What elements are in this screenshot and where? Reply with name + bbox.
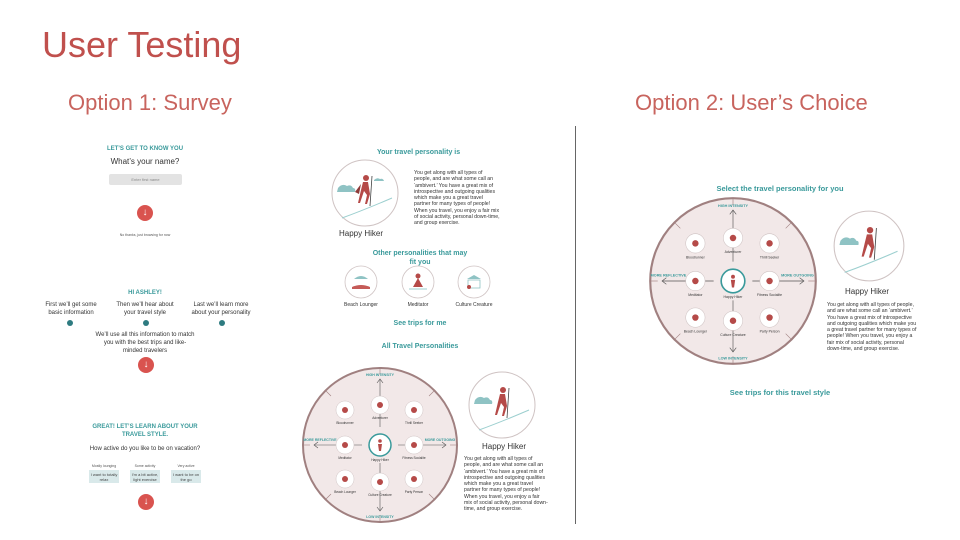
next-button-2[interactable]: ↓ [138,357,154,373]
wheel-label: Fitness Socialite [402,456,426,460]
axis-left-label: MORE REFLECTIVE [650,273,687,278]
wheel-label: Happy Hiker [723,295,743,300]
axis-top-label: HIGH INTENSITY [365,373,395,377]
step3-heading: GREAT! LET’S LEARN ABOUT YOUR TRAVEL STYLE. [92,424,198,438]
result-heading: Your travel personality is [377,149,461,156]
wheel-label: Meditator [338,456,352,460]
axis-bottom-label: LOW INTENSITY [718,356,748,361]
axis-right-label: MORE OUTGOING [781,273,814,278]
progress-dot-3 [219,320,225,326]
wheel-label: Meditator [688,293,703,298]
culture-creature-icon[interactable] [457,265,491,299]
choice-some-activity[interactable]: I’m a bit active, light exercise [131,472,159,482]
other-label-2: Meditator [407,302,429,308]
personality-wheel-small[interactable] [300,365,460,525]
result-personality: Happy Hiker [339,229,384,238]
wheel-label: Adventurer [372,416,388,420]
see-trips-button[interactable]: See trips for me [393,320,447,327]
option2-heading: Option 2: User’s Choice [635,90,868,115]
wheel-label: Thrill Seeker [405,421,423,425]
choice-very-active[interactable]: I want to be on the go [172,472,200,482]
step2-col2: Then we’ll hear about your travel style [116,302,174,316]
next-button-3[interactable]: ↓ [138,494,154,510]
wheel-result-description: You get along with all types of people, and are what some call an ‘ambivert.’ You have a great mix of introspective and outgoing qualities which make you a great travel partner for many types of people! When you travel, you enjoy a fair mix of social activity, personal down-time, and group exercise. [464,456,548,513]
choice-label-3: Very active [177,464,195,468]
step2-heading: HI ASHLEY! [128,290,162,296]
wheel-result-personality: Happy Hiker [482,442,527,451]
step3-question: How active do you like to be on vacation? [89,446,201,452]
see-trips-style-button[interactable]: See trips for this travel style [729,388,831,397]
choice-label-1: Mostly lounging [91,464,117,468]
happy-hiker-illustration [330,158,400,228]
choice-heading: Select the travel personality for you [716,184,844,193]
wheel-label: Adventurer [724,250,742,255]
happy-hiker-illustration-3 [832,209,906,283]
choice-label-2: Some activity [134,464,156,468]
result-description: You get along with all types of people, and are what some call an ‘ambivert.’ You have a great mix of introspective and outgoing qualities which make you a great travel partner for many types of people! When you travel, you enjoy a fair mix of social activity, personal down-time, and group exercise. [414,170,500,227]
wheel-label: Party Person [759,329,780,334]
wheel-label: Culture Creature [368,493,392,497]
choice-mostly-lounging[interactable]: I want to totally relax [90,472,118,482]
other-label-3: Culture Creature [455,302,493,308]
personality-wheel-large[interactable] [647,195,819,367]
axis-top-label: HIGH INTENSITY [717,203,749,208]
other-label-1: Beach Lounger [344,302,378,308]
axis-right-label: MORE OUTGOING [424,438,456,442]
progress-dot-1 [67,320,73,326]
all-personalities-heading: All Travel Personalities [381,343,459,350]
next-button-1[interactable]: ↓ [137,205,153,221]
beach-lounger-icon[interactable] [344,265,378,299]
column-divider [575,126,576,524]
wheel-label: Fitness Socialite [757,293,783,298]
step2-col3: Last we’ll learn more about your personality [191,302,251,316]
wheel-label: Bloodrunner [686,255,705,260]
wheel-label: Party Person [404,490,424,494]
step2-body: We’ll use all this information to match you with the best trips and like-minded travelers [95,332,195,354]
choice-description: You get along with all types of people, and are what some call an ‘ambivert.’ You have a great mix of introspective and outgoing qualities which make you a great travel partner for many types of people! When you travel, you enjoy a fair mix of social activity, personal down-time, and group exercise. [827,302,917,353]
axis-left-label: MORE REFLECTIVE [303,438,337,442]
wheel-label: Beach Lounger [683,329,708,334]
step1-heading: LET’S GET TO KNOW YOU [106,146,184,152]
wheel-label: Culture Creature [720,332,746,337]
wheel-label: Beach Lounger [334,490,356,494]
skip-link[interactable]: No thanks, just browsing for now [119,233,171,237]
step1-question: What’s your name? [110,157,180,166]
progress-dot-2 [143,320,149,326]
wheel-label: Thrill Seeker [759,255,780,260]
name-input[interactable]: Enter first name [109,174,182,185]
wheel-label: Happy Hiker [371,458,389,462]
choice-personality: Happy Hiker [845,287,890,296]
meditator-icon[interactable] [401,265,435,299]
step2-col1: First we’ll get some basic information [45,302,97,316]
axis-bottom-label: LOW INTENSITY [366,515,394,519]
others-heading: Other personalities that may fit you [372,250,468,266]
slide-title: User Testing [42,24,242,65]
option1-heading: Option 1: Survey [68,90,232,115]
happy-hiker-illustration-2 [467,370,537,440]
wheel-label: Bloodrunner [336,421,354,425]
